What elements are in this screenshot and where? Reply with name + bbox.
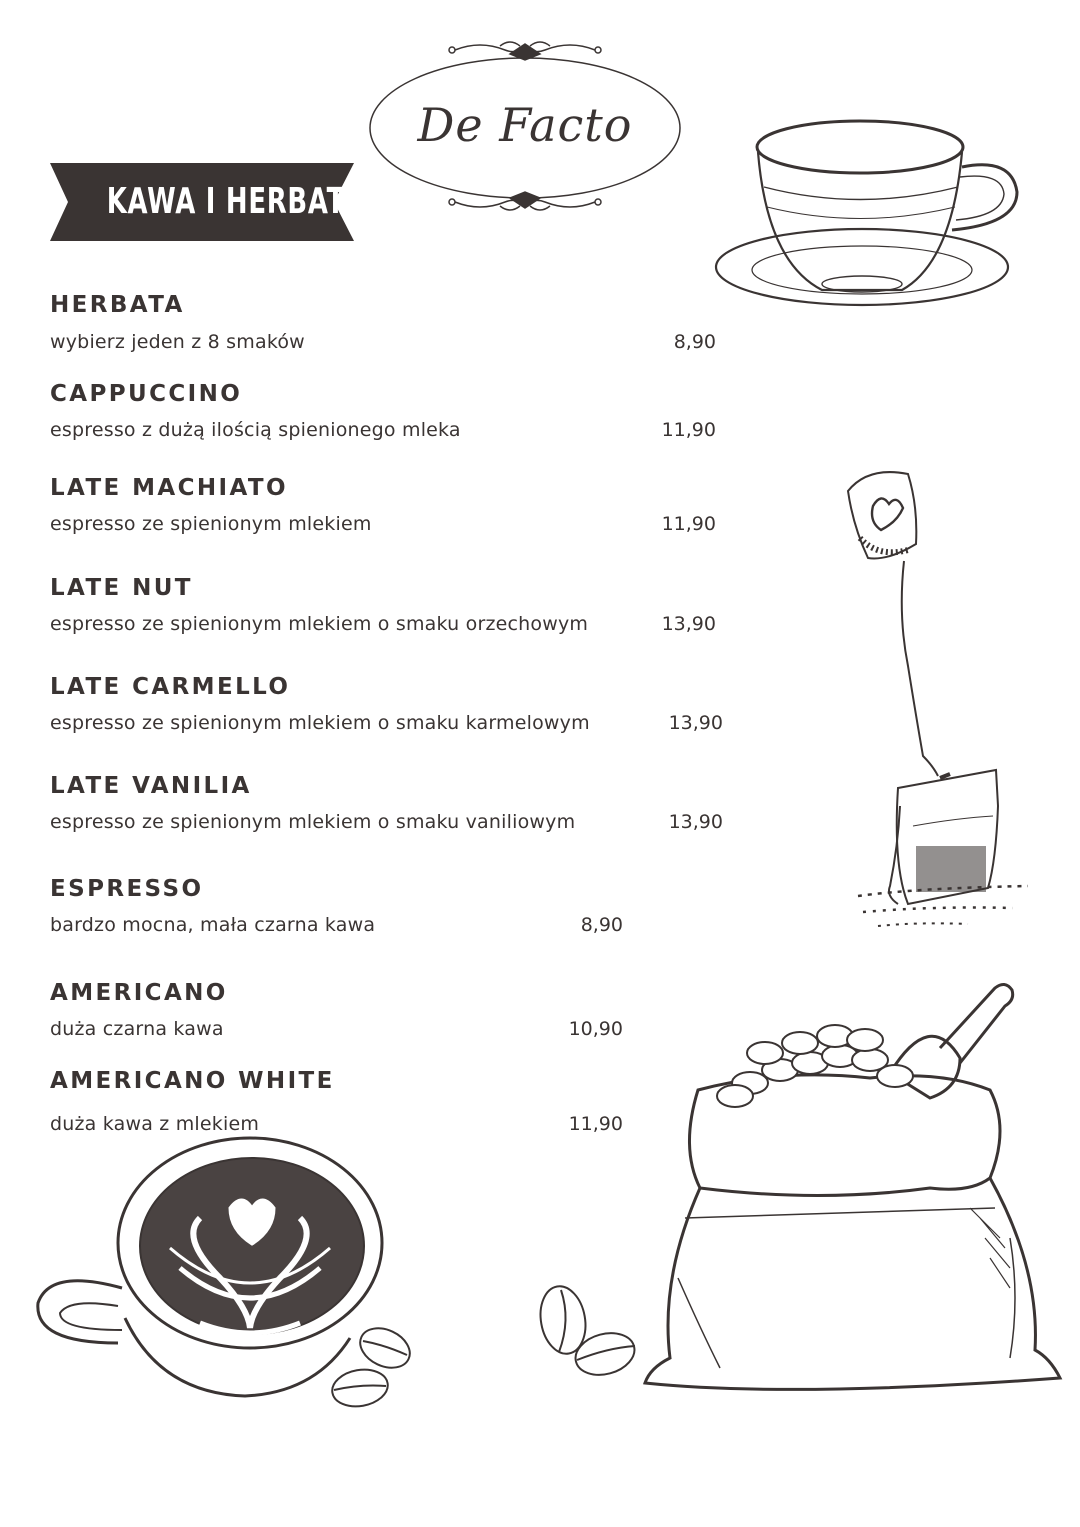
menu-item-name: LATE MACHIATO <box>50 475 288 501</box>
menu-item-name: AMERICANO <box>50 980 228 1006</box>
menu-item-price: 11,90 <box>661 419 716 441</box>
menu-item-price: 8,90 <box>580 914 623 936</box>
menu-item-description: espresso ze spienionym mlekiem <box>50 513 372 535</box>
brand-logo <box>360 36 690 216</box>
menu-item-name: LATE NUT <box>50 575 193 601</box>
menu-item-price: 13,90 <box>668 712 723 734</box>
menu-item-price: 8,90 <box>673 331 716 353</box>
menu-item-name: LATE CARMELLO <box>50 674 291 700</box>
menu-item-name: LATE VANILIA <box>50 773 252 799</box>
menu-item-description: espresso ze spienionym mlekiem o smaku vaniliowym <box>50 811 576 833</box>
menu-item-price: 11,90 <box>661 513 716 535</box>
menu-item-price: 10,90 <box>568 1018 623 1040</box>
latte-cup-icon <box>30 1138 450 1418</box>
teabag-icon <box>838 466 1038 936</box>
menu-item-name: CAPPUCCINO <box>50 381 243 407</box>
menu-item-description: duża czarna kawa <box>50 1018 224 1040</box>
menu-item-name: AMERICANO WHITE <box>50 1068 335 1094</box>
menu-item-description: wybierz jeden z 8 smaków <box>50 331 305 353</box>
menu-item-price: 13,90 <box>661 613 716 635</box>
menu-item-description: bardzo mocna, mała czarna kawa <box>50 914 376 936</box>
menu-item-description: espresso z dużą ilością spienionego mleka <box>50 419 461 441</box>
section-title: KAWA I HERBATA <box>106 181 364 222</box>
menu-item-name: ESPRESSO <box>50 876 204 902</box>
menu-item-price: 11,90 <box>568 1113 623 1135</box>
menu-item-price: 13,90 <box>668 811 723 833</box>
menu-item-description: espresso ze spienionym mlekiem o smaku karmelowym <box>50 712 590 734</box>
menu-item-name: HERBATA <box>50 292 185 318</box>
menu-item-description: duża kawa z mlekiem <box>50 1113 260 1135</box>
menu-item-description: espresso ze spienionym mlekiem o smaku orzechowym <box>50 613 589 635</box>
section-banner <box>50 163 364 241</box>
coffee-bean-icon <box>535 1282 645 1392</box>
coffee-sack-icon <box>640 978 1060 1398</box>
teacup-icon <box>712 112 1022 312</box>
brand-name: De Facto <box>417 98 633 152</box>
